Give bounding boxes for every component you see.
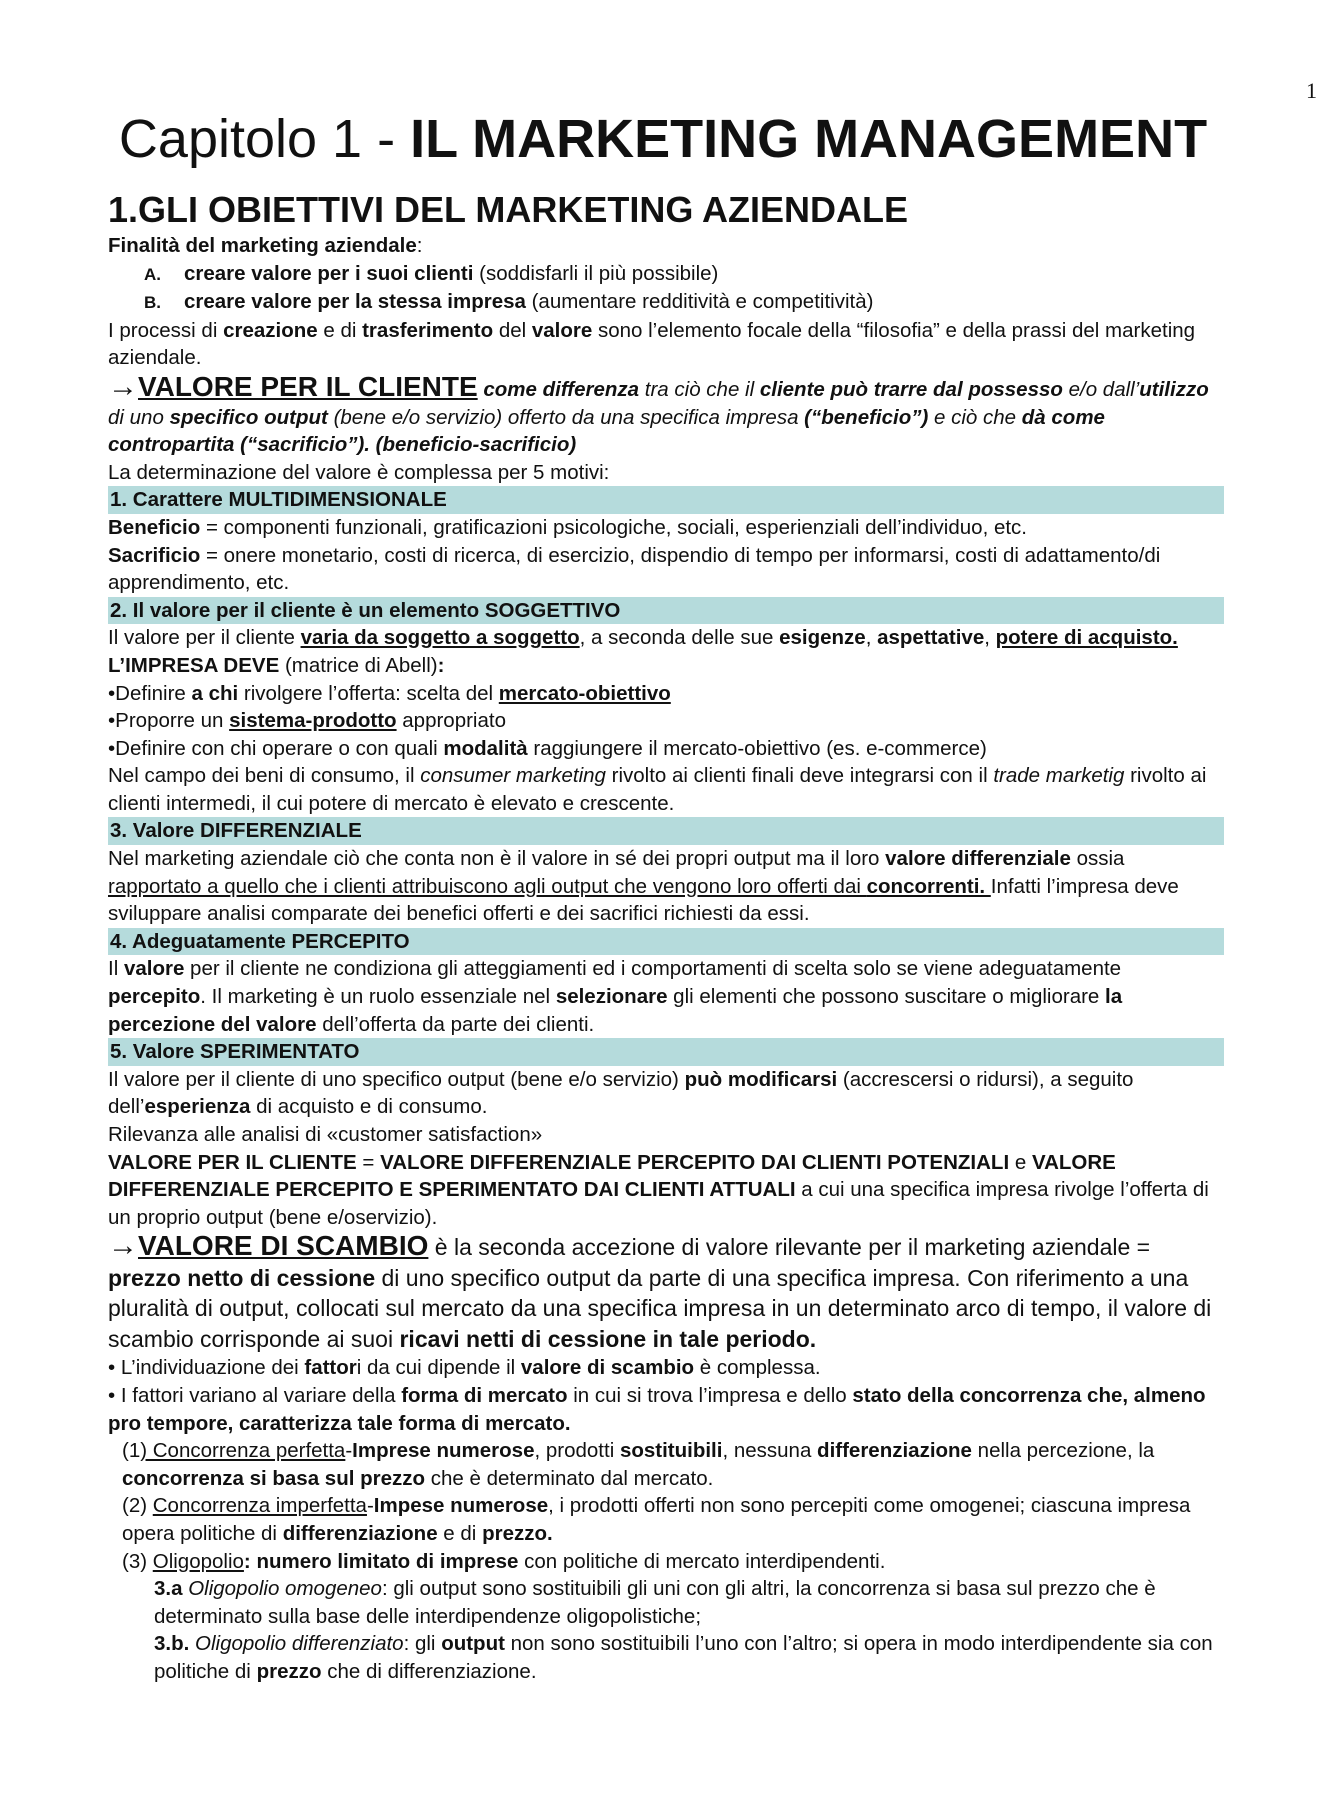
finalita-line: Finalità del marketing aziendale:	[108, 234, 423, 257]
paragraph: Nel marketing aziendale ciò che conta non è il valore in sé dei propri output ma il loro valore differenziale ossia rapportato a quello che i clienti attribuiscono agli output che vengono loro offerti dai concorrenti. Infatti l’impresa deve sviluppare analisi comparate dei benefici offerti e dei sacrifici richiesti da essi.	[108, 847, 1179, 926]
bullet-item: •Definire a chi rivolgere l’offerta: scelta del mercato-obiettivo	[108, 681, 671, 705]
bullet-item: •Proporre un sistema-prodotto appropriato	[108, 709, 506, 733]
market-form-item: (2) Concorrenza imperfetta-Impese numerose, i prodotti offerti non sono percepiti come omogenei; ciascuna impresa opera politiche di differenziazione e di prezzo.	[122, 1494, 1191, 1545]
section-heading: 1.GLI OBIETTIVI DEL MARKETING AZIENDALE	[108, 189, 909, 230]
motivo-heading: 2. Il valore per il cliente è un elemento SOGGETTIVO	[108, 597, 1224, 625]
motivo-heading: 5. Valore SPERIMENTATO	[108, 1038, 1224, 1066]
market-form-subitem: 3.a Oligopolio omogeneo: gli output sono sostituibili gli uni con gli altri, la concorrenza si basa sul prezzo che è determinato sulla base delle interdipendenze oligopolistiche;	[154, 1577, 1156, 1628]
paragraph: Nel campo dei beni di consumo, il consumer marketing rivolto ai clienti finali deve integrarsi con il trade marketig rivolto ai clienti intermedi, il cui potere di mercato è elevato e crescente.	[108, 764, 1207, 815]
chapter-prefix: Capitolo 1 -	[118, 109, 411, 169]
paragraph: VALORE PER IL CLIENTE = VALORE DIFFERENZIALE PERCEPITO DAI CLIENTI POTENZIALI e VALORE DIFFERENZIALE PERCEPITO E SPERIMENTATO DAI CLIENTI ATTUALI a cui una specifica impresa rivolge l’offerta di un proprio output (bene e/oservizio).	[108, 1150, 1209, 1229]
paragraph: Beneficio = componenti funzionali, gratificazioni psicologiche, sociali, esperienziali dell’individuo, etc.	[108, 515, 1027, 539]
valore-scambio-title: VALORE DI SCAMBIO	[138, 1230, 429, 1262]
market-form-item: (3) Oligopolio: numero limitato di imprese con politiche di mercato interdipendenti.	[122, 1549, 886, 1573]
paragraph: L’IMPRESA DEVE (matrice di Abell):	[108, 653, 445, 677]
bullet-item: • I fattori variano al variare della forma di mercato in cui si trova l’impresa e dello stato della concorrenza che, almeno pro tempore, caratterizza tale forma di mercato.	[108, 1383, 1206, 1435]
paragraph: Il valore per il cliente ne condiziona gli atteggiamenti ed i comportamenti di scelta solo se viene adeguatamente percepito. Il marketing è un ruolo essenziale nel selezionare gli elementi che possono suscitare o migliorare la percezione del valore dell’offerta da parte dei clienti.	[108, 957, 1123, 1036]
valore-cliente-title: VALORE PER IL CLIENTE	[138, 370, 478, 402]
paragraph: Rilevanza alle analisi di «customer satisfaction»	[108, 1123, 543, 1146]
bullet-item: •Definire con chi operare o con quali modalità raggiungere il mercato-obiettivo (es. e-commerce)	[108, 736, 987, 760]
market-form-item: (1) Concorrenza perfetta-Imprese numerose, prodotti sostituibili, nessuna differenziazione nella percezione, la concorrenza si basa sul prezzo che è determinato dal mercato.	[122, 1439, 1155, 1490]
valore-scambio-definition: →VALORE DI SCAMBIO è la seconda accezione di valore rilevante per il marketing aziendale = prezzo netto di cessione di uno specifico output da parte di una specifica impresa. Con riferimento a una pluralità di output, collocati sul mercato da una specifica impresa in un determinato arco di tempo, il valore di scambio corrisponde ai suoi ricavi netti di cessione in tale periodo.	[108, 1229, 1212, 1352]
motivo-heading: 4. Adeguatamente PERCEPITO	[108, 928, 1224, 956]
market-form-subitem: 3.b. Oligopolio differenziato: gli output non sono sostituibili l’uno con l’altro; si opera in modo interdipendente sia con politiche di prezzo che di differenziazione.	[154, 1632, 1213, 1683]
valore-cliente-definition: →VALORE PER IL CLIENTE come differenza tra ciò che il cliente può trarre dal possesso e/o dall’utilizzo di uno specifico output (bene e/o servizio) offerto da una specifica impresa (“beneficio”) e ciò che dà come contropartita (“sacrificio”). (beneficio-sacrificio)	[108, 369, 1209, 457]
motivo-heading: 3. Valore DIFFERENZIALE	[108, 817, 1224, 845]
paragraph: La determinazione del valore è complessa per 5 motivi:	[108, 460, 610, 484]
arrow-right-icon: →	[108, 1229, 138, 1263]
document-body	[108, 188, 1218, 1686]
paragraph: I processi di creazione e di trasferimento del valore sono l’elemento focale della “filosofia” e della prassi del marketing aziendale.	[108, 318, 1196, 370]
paragraph: Sacrificio = onere monetario, costi di ricerca, di esercizio, dispendio di tempo per informarsi, costi di adattamento/di apprendimento, etc.	[108, 543, 1161, 595]
bullet-item: • L’individuazione dei fattori da cui dipende il valore di scambio è complessa.	[108, 1356, 821, 1380]
arrow-right-icon: →	[108, 369, 138, 403]
paragraph: Il valore per il cliente varia da soggetto a soggetto, a seconda delle sue esigenze, aspettative, potere di acquisto.	[108, 626, 1178, 650]
chapter-name: IL MARKETING MANAGEMENT	[410, 109, 1208, 169]
list-item: B. creare valore per la stessa impresa (aumentare redditività e competitività)	[144, 290, 874, 314]
motivo-heading: 1. Carattere MULTIDIMENSIONALE	[108, 486, 1224, 514]
page-number: 1	[1306, 78, 1317, 103]
chapter-title	[108, 108, 1218, 170]
list-item: A. creare valore per i suoi clienti (soddisfarli il più possibile)	[144, 261, 719, 285]
paragraph: Il valore per il cliente di uno specifico output (bene e/o servizio) può modificarsi (accrescersi o ridursi), a seguito dell’esperienza di acquisto e di consumo.	[108, 1067, 1134, 1119]
